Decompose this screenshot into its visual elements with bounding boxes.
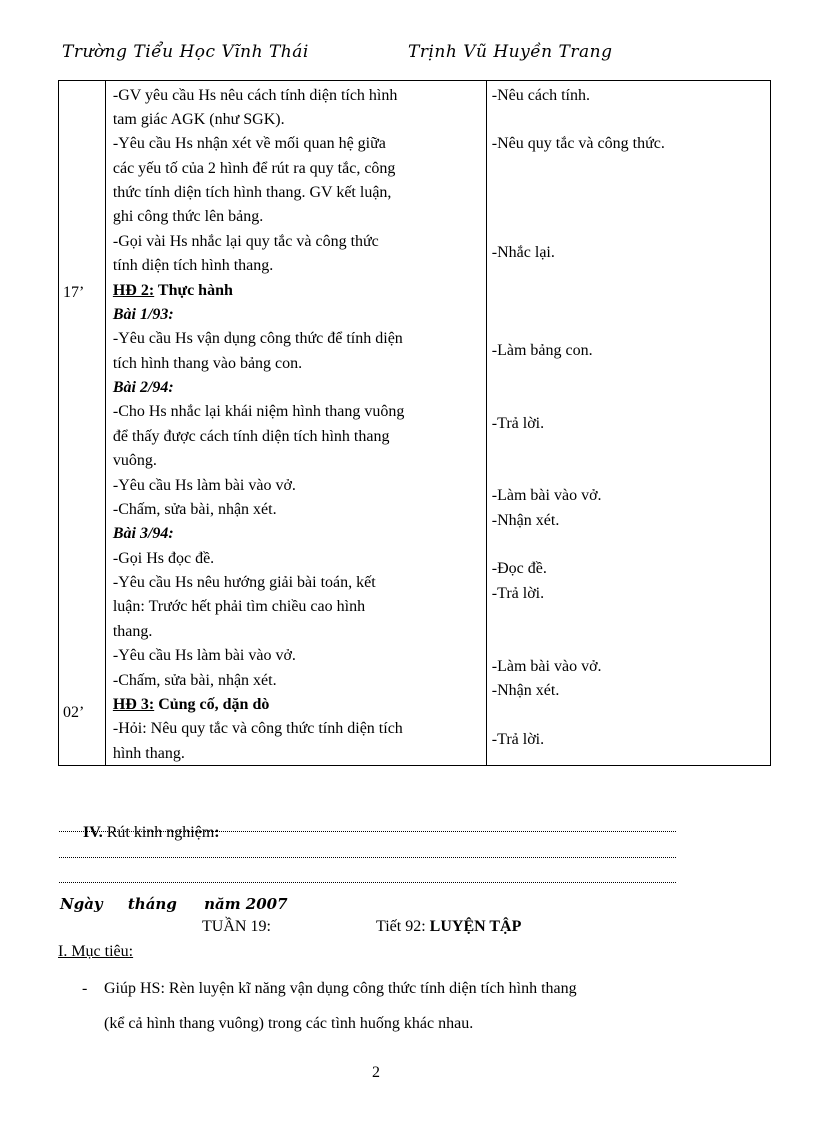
student-line: -Làm bảng con. (491, 342, 593, 359)
time-column (59, 81, 106, 766)
objective-text: Giúp HS: Rèn luyện kĩ năng vận dụng công thức tính diện tích hình thang (104, 980, 577, 997)
student-line: -Đọc đề. (491, 560, 547, 577)
student-line: -Làm bài vào vở. (491, 487, 602, 504)
student-activities-column (486, 81, 770, 766)
period-label (376, 918, 521, 936)
page-header (62, 42, 762, 68)
teacher-line: -Yêu cầu Hs nêu hướng giải bài toán, kết (112, 574, 376, 591)
objective-text: (kể cả hình thang vuông) trong các tình huống khác nhau. (104, 1015, 474, 1032)
dotted-line (59, 831, 676, 832)
school-name: Trường Tiểu Học Vĩnh Thái (62, 42, 309, 62)
lesson-title: LUYỆN TẬP (429, 918, 522, 935)
teacher-line: -Yêu cầu Hs làm bài vào vở. (112, 647, 296, 664)
date-line (60, 895, 288, 913)
student-line: -Trả lời. (491, 731, 545, 748)
section-heading-experience (83, 824, 220, 842)
student-line: -Nhận xét. (491, 512, 560, 529)
teacher-name: Trịnh Vũ Huyền Trang (408, 42, 613, 62)
activity-label: HĐ 3: (112, 696, 155, 713)
teacher-line: -Chấm, sửa bài, nhận xét. (112, 501, 277, 518)
student-line: -Nêu quy tắc và công thức. (491, 135, 665, 152)
student-line: -Làm bài vào vở. (491, 658, 602, 675)
teacher-line: -Yêu cầu Hs làm bài vào vở. (112, 477, 296, 494)
teacher-line: -Hỏi: Nêu quy tắc và công thức tính diện tích (112, 720, 403, 737)
exercise-heading: Bài 1/93: (112, 306, 174, 323)
activity-heading (113, 695, 269, 715)
teacher-line: các yếu tố của 2 hình để rút ra quy tắc, công (112, 160, 396, 177)
student-line: -Trả lời. (491, 585, 545, 602)
student-line: -Nhắc lại. (491, 244, 555, 261)
activity-label: HĐ 2: (112, 282, 155, 299)
date-year: năm 2007 (204, 895, 288, 913)
exercise-heading: Bài 3/94: (112, 525, 174, 542)
teacher-line: thức tính diện tích hình thang. GV kết luận, (112, 184, 392, 201)
date-day: Ngày (60, 895, 103, 913)
teacher-line: tích hình thang vào bảng con. (112, 355, 303, 372)
teacher-line: -GV yêu cầu Hs nêu cách tính diện tích hình (112, 87, 398, 104)
dotted-line (59, 882, 676, 883)
section-title: Rút kinh nghiệm (102, 824, 215, 841)
teacher-line: tam giác AGK (như SGK). (112, 111, 285, 128)
exercise-heading: Bài 2/94: (112, 379, 174, 396)
teacher-line: hình thang. (112, 745, 185, 762)
student-line: -Trả lời. (491, 415, 545, 432)
table-row (59, 81, 771, 766)
period-prefix: Tiết 92: (376, 918, 430, 935)
objectives-title: I. Mục tiêu: (58, 943, 134, 960)
teacher-line: luận: Trước hết phải tìm chiều cao hình (112, 598, 366, 615)
teacher-line: để thấy được cách tính diện tích hình thang (112, 428, 390, 445)
teacher-line: -Cho Hs nhắc lại khái niệm hình thang vuông (112, 403, 405, 420)
activity-title: Thực hành (154, 282, 233, 299)
activity-heading (113, 281, 233, 301)
teacher-line: -Gọi vài Hs nhắc lại quy tắc và công thức (112, 233, 379, 250)
teacher-line: -Chấm, sửa bài, nhận xét. (112, 672, 277, 689)
time-mark: 02’ (63, 704, 85, 721)
teacher-line: vuông. (112, 452, 157, 469)
section-number: IV. (83, 824, 103, 841)
date-month: tháng (127, 895, 177, 913)
student-line: -Nêu cách tính. (491, 87, 590, 104)
student-line: -Nhận xét. (491, 682, 560, 699)
dotted-line (59, 857, 676, 858)
teacher-line: tính diện tích hình thang. (112, 257, 274, 274)
teacher-line: thang. (112, 623, 153, 640)
teacher-line: -Yêu cầu Hs vận dụng công thức để tính diện (112, 330, 403, 347)
week-label: TUẦN 19: (202, 918, 271, 935)
section-colon: : (214, 824, 220, 841)
page-number: 2 (372, 1064, 380, 1081)
teacher-line: -Gọi Hs đọc đề. (112, 550, 215, 567)
activity-title: Củng cố, dặn dò (154, 696, 270, 713)
bullet-dash: - (82, 980, 88, 997)
time-mark: 17’ (63, 284, 85, 301)
teacher-line: -Yêu cầu Hs nhận xét về mối quan hệ giữa (112, 135, 386, 152)
teacher-activities-column (105, 81, 486, 766)
teacher-line: ghi công thức lên bảng. (112, 208, 264, 225)
lesson-plan-table (58, 80, 771, 766)
